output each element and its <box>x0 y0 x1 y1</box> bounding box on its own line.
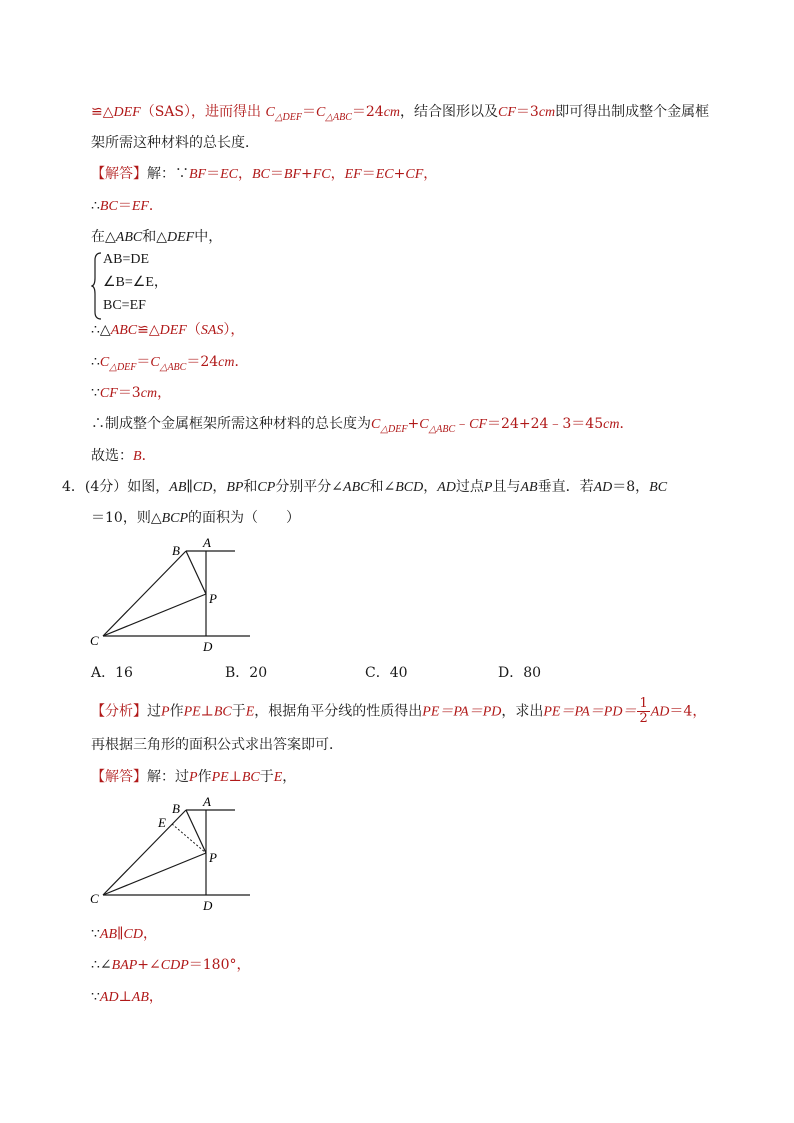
segment: CP <box>257 480 276 495</box>
segment: BC <box>649 480 668 495</box>
answer-2-line-3 <box>91 955 251 976</box>
segment-cb <box>103 551 186 636</box>
value: ＝3 <box>117 385 141 401</box>
text: 于 <box>231 703 246 720</box>
text: ，结合图形以及 <box>400 104 499 120</box>
text: ． <box>619 416 634 432</box>
unit: cm <box>603 417 620 432</box>
text: 过 <box>147 703 161 720</box>
label-p: P <box>209 591 217 606</box>
text: ， <box>423 166 438 182</box>
point: P <box>189 770 198 785</box>
text: ≌△ <box>137 322 160 338</box>
segment: CF <box>99 386 118 401</box>
triangle-name: BCP <box>161 511 189 526</box>
text: ， <box>212 479 227 495</box>
answer-tag: 【解答】 <box>91 166 147 182</box>
triangle-name: DEF <box>113 105 141 120</box>
text: ∴△ <box>91 322 111 338</box>
perimeter-symbol: C <box>265 105 275 120</box>
text: ⊥ <box>118 989 132 1005</box>
segment: AD <box>99 990 119 1005</box>
label-e: E <box>158 815 166 830</box>
segment: EC <box>375 167 394 182</box>
answer-line-4 <box>91 320 244 341</box>
text: 的面积为（ ） <box>188 510 301 526</box>
perimeter-symbol: C <box>150 355 160 370</box>
text: ）， <box>223 322 245 338</box>
text: ， <box>236 957 251 973</box>
segment-cp <box>103 594 206 636</box>
segment: CF <box>498 105 516 120</box>
segment: AD <box>593 480 613 495</box>
text: SAS <box>200 323 224 338</box>
text: ∴ <box>91 354 100 370</box>
value: ＝24 <box>351 104 384 120</box>
segment: BF <box>189 167 207 182</box>
segment: PE <box>211 770 229 785</box>
option-b: B．20 <box>225 665 268 681</box>
text: 作 <box>197 769 212 785</box>
question-4-line-2 <box>91 508 300 529</box>
denominator: 2 <box>639 711 648 726</box>
label-d: D <box>203 639 213 654</box>
equation-system <box>91 250 211 318</box>
text: 中， <box>194 229 223 245</box>
triangle-name: DEF <box>167 230 195 245</box>
question-4-line-1 <box>62 477 667 498</box>
answer-line-8 <box>91 446 156 467</box>
text: ＝ <box>301 104 316 120</box>
subscript: △DEF <box>380 424 408 435</box>
option-d: D．80 <box>498 665 542 681</box>
answer-line-2 <box>91 196 163 217</box>
text: ＝ <box>361 166 376 182</box>
text: ⊥ <box>228 769 242 785</box>
segment: BC <box>241 770 260 785</box>
analysis-tag: 【分析】 <box>91 703 147 720</box>
text: 于 <box>259 769 274 785</box>
perimeter-symbol: C <box>315 105 326 120</box>
answer-2-line-4 <box>91 987 163 1008</box>
equation: PE＝PA＝PD＝ <box>543 704 637 720</box>
unit: cm <box>218 355 235 370</box>
system-eq-1: AB=DE <box>103 252 150 267</box>
segment-cp <box>103 853 206 895</box>
system-eq-2: ∠B=∠E， <box>103 275 168 290</box>
segment: CF <box>405 167 424 182</box>
text: ∴ <box>91 198 100 214</box>
numerator: 1 <box>639 696 648 711</box>
answer-line-1 <box>91 164 437 185</box>
text: 即可得出制成整个金属框 <box>555 104 710 120</box>
text: 分别平分∠ <box>275 479 344 495</box>
text: （SAS），进而得出 <box>140 104 262 120</box>
text: 且与 <box>492 479 521 495</box>
text: + <box>393 166 406 182</box>
solution-line-2: 架所需这种材料的总长度． <box>91 135 259 151</box>
subscript: △DEF <box>109 362 137 373</box>
value: ＝180° <box>188 957 237 973</box>
segment: BF <box>283 167 301 182</box>
triangle-name: ABC <box>115 230 143 245</box>
text: ∵ <box>91 989 100 1005</box>
text: ＝ <box>117 198 132 214</box>
text: 过点 <box>455 479 484 495</box>
text: ∵ <box>91 926 100 942</box>
text: + <box>301 166 313 182</box>
text: 解：过 <box>147 769 189 785</box>
segment-bp <box>186 810 206 853</box>
point: P <box>483 480 493 495</box>
text: 和△ <box>142 229 168 245</box>
text: ＝ <box>269 166 284 182</box>
geometry-figure-2 <box>85 794 260 914</box>
segment: AB <box>520 480 538 495</box>
text: ∥ <box>117 926 124 942</box>
point: E <box>273 770 283 785</box>
triangle-name: ABC <box>110 323 138 338</box>
answer-tag: 【解答】 <box>91 769 147 785</box>
text: ， <box>330 166 345 182</box>
value: ＝3 <box>515 104 539 120</box>
text: ＝ <box>206 166 221 182</box>
geometry-figure-1 <box>85 535 260 660</box>
fraction-one-half <box>637 697 649 726</box>
equation: PE＝PA＝PD <box>422 704 502 720</box>
segment: AB <box>169 480 187 495</box>
segment-pe-dashed <box>172 824 206 853</box>
text: ， <box>142 926 157 942</box>
label-p: P <box>209 850 217 865</box>
answer-line-7 <box>91 414 633 440</box>
text: ，求出 <box>501 703 544 720</box>
label-b: B <box>172 543 180 558</box>
text: 在△ <box>91 229 116 245</box>
perimeter-symbol: C <box>371 417 381 432</box>
text: ＝10，则△ <box>91 510 162 526</box>
label-a: A <box>203 535 211 550</box>
segment-bp <box>186 551 206 594</box>
text: 故选： <box>91 448 133 464</box>
text: ⊥ <box>200 703 214 720</box>
text: 垂直．若 <box>537 479 594 495</box>
text: ． <box>148 198 163 214</box>
segment: AB <box>131 990 149 1005</box>
left-brace-icon <box>91 252 103 320</box>
perimeter-symbol: C <box>99 355 110 370</box>
angle: BCD <box>395 480 424 495</box>
option-c: C．40 <box>365 665 408 681</box>
segment: EC <box>220 167 238 182</box>
analysis-line-1 <box>91 697 706 726</box>
analysis-line-2: 再根据三角形的面积公式求出答案即可． <box>91 737 343 753</box>
question-number: 4．(4分）如图， <box>62 479 170 495</box>
value: ＝4， <box>669 703 707 720</box>
text: ∥ <box>186 479 193 495</box>
text: ． <box>234 354 249 370</box>
subscript: △DEF <box>274 112 302 123</box>
value: ＝24 <box>186 354 219 370</box>
segment: EF <box>344 167 362 182</box>
angle: BAP <box>111 958 138 973</box>
segment-cb <box>103 810 186 895</box>
segment: BC <box>252 167 270 182</box>
solution-line-1 <box>91 102 709 128</box>
segment: PE <box>183 704 201 720</box>
label-a: A <box>203 794 211 809</box>
segment: AD <box>650 704 670 720</box>
text: ∵ <box>91 385 100 401</box>
answer-line-3 <box>91 227 222 248</box>
congruent-symbol: ≌△ <box>91 104 114 120</box>
text: ∴∠ <box>91 957 112 973</box>
unit: cm <box>140 386 158 401</box>
answer-2-line-2 <box>91 924 157 945</box>
answer-line-6 <box>91 383 171 404</box>
label-c: C <box>90 633 99 648</box>
answer-line-5 <box>91 352 248 378</box>
perimeter-symbol: C <box>419 417 429 432</box>
subscript: △ABC <box>159 362 187 373</box>
text: 和∠ <box>369 479 396 495</box>
point: P <box>161 704 170 720</box>
text: ， <box>157 385 172 401</box>
segment: CD <box>192 480 213 495</box>
text: +∠ <box>137 957 161 973</box>
segment: AB <box>99 927 118 942</box>
segment: BP <box>226 480 244 495</box>
segment: CF <box>469 417 488 432</box>
text: ， <box>282 769 297 785</box>
angle: CDP <box>160 958 189 973</box>
system-eq-3: BC=EF <box>103 298 146 313</box>
label-b: B <box>172 801 180 816</box>
segment: BC <box>213 704 232 720</box>
segment: CD <box>123 927 143 942</box>
text: 作 <box>169 703 184 720</box>
text: ，根据角平分线的性质得出 <box>254 703 423 720</box>
value: ＝8， <box>612 479 650 495</box>
text: 和 <box>243 479 258 495</box>
chosen-option: B <box>133 449 142 464</box>
unit: cm <box>383 105 401 120</box>
text: ， <box>238 166 252 182</box>
text: 解：∵ <box>147 166 189 182</box>
text: ， <box>423 479 438 495</box>
angle: ABC <box>343 480 370 495</box>
text: （ <box>186 322 201 338</box>
unit: cm <box>538 105 556 120</box>
text: ． <box>141 448 156 464</box>
text: + <box>407 416 420 432</box>
text: ﹣ <box>455 416 470 432</box>
subscript: △ABC <box>325 112 352 123</box>
triangle-name: DEF <box>159 323 187 338</box>
subscript: △ABC <box>428 424 456 435</box>
label-c: C <box>90 891 99 906</box>
point: E <box>245 704 255 720</box>
segment: AD <box>437 480 456 495</box>
answer-2-line-1 <box>91 767 296 788</box>
text: ＝ <box>136 354 151 370</box>
text: ∴制成整个金属框架所需这种材料的总长度为 <box>91 416 371 432</box>
segment: BC <box>99 199 118 214</box>
option-a: A．16 <box>91 665 133 681</box>
segment: FC <box>312 167 331 182</box>
value: ＝24+24﹣3＝45 <box>487 416 604 432</box>
segment: EF <box>131 199 149 214</box>
label-d: D <box>203 898 213 913</box>
text: ， <box>148 989 163 1005</box>
